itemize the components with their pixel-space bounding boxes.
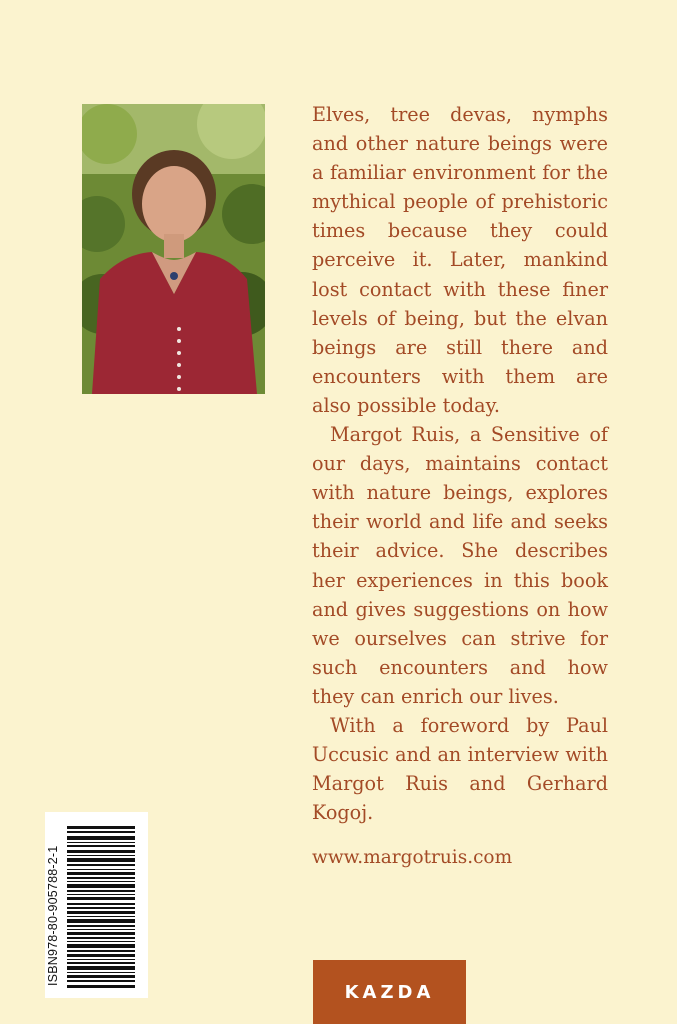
barcode-bar [67,925,135,927]
isbn-number: ISBN978-80-905788-2-1 [46,845,60,986]
barcode-bar [67,941,135,942]
barcode-bar [67,985,135,988]
barcode-bar [67,929,135,930]
blurb-paragraph-2: Margot Ruis, a Sensitive of our days, maintains contact with nature beings, explores their world and life and seeks their advice. She describes her experiences in this book and gives suggestions on how we ourselves can strive for such encounters and how they can enrich our lives. [312,423,608,708]
barcode-bar [67,937,135,939]
publisher-tab [313,960,466,1024]
barcode-bar [67,954,135,957]
barcode-bar [67,850,135,853]
barcode-bar [67,842,135,843]
blurb-text [312,100,608,827]
barcode-bar [67,869,135,870]
barcode-bar [67,894,135,895]
barcode-bar [67,932,135,935]
publisher-name: KAZDA [344,982,435,1003]
barcode-bar [67,831,135,833]
barcode-bar [67,966,135,970]
barcode-bar [67,950,135,952]
barcode-bar [67,897,135,900]
barcode-bar [67,916,135,917]
barcode-bar [67,877,135,879]
barcode-bar [67,959,135,960]
barcode-bar [67,884,135,888]
barcode-bar [67,903,135,905]
barcode-bar [67,962,135,964]
website-link[interactable]: www.margotruis.com [312,847,513,868]
author-photo [82,104,265,394]
barcode-bar [67,858,135,862]
barcode-bar [67,890,135,892]
barcode-bar [67,919,135,923]
barcode-bar [67,855,135,856]
barcode-bar [67,864,135,866]
barcode-bar [67,944,135,948]
barcode-bar [67,881,135,882]
barcode-bars [67,826,135,988]
barcode-bar [67,872,135,875]
barcode-bar [67,911,135,914]
barcode-bar [67,972,135,973]
barcode-bar [67,845,135,847]
barcode-bar [67,980,135,982]
barcode-bar [67,907,135,909]
barcode-bar [67,975,135,978]
barcode-bar [67,836,135,840]
blurb-paragraph-3: With a foreword by Paul Uccusic and an interview with Margot Ruis and Gerhard Kogoj. [312,713,608,825]
blurb-paragraph-1: Elves, tree devas, nymphs and other nature beings were a familiar environment for the mythical people of prehistoric times because they could perceive it. Later, mankind lost contact with these finer levels of being, but the elvan beings are still there and encounters with them are also possible today. [312,103,608,417]
barcode-bar [67,826,135,829]
